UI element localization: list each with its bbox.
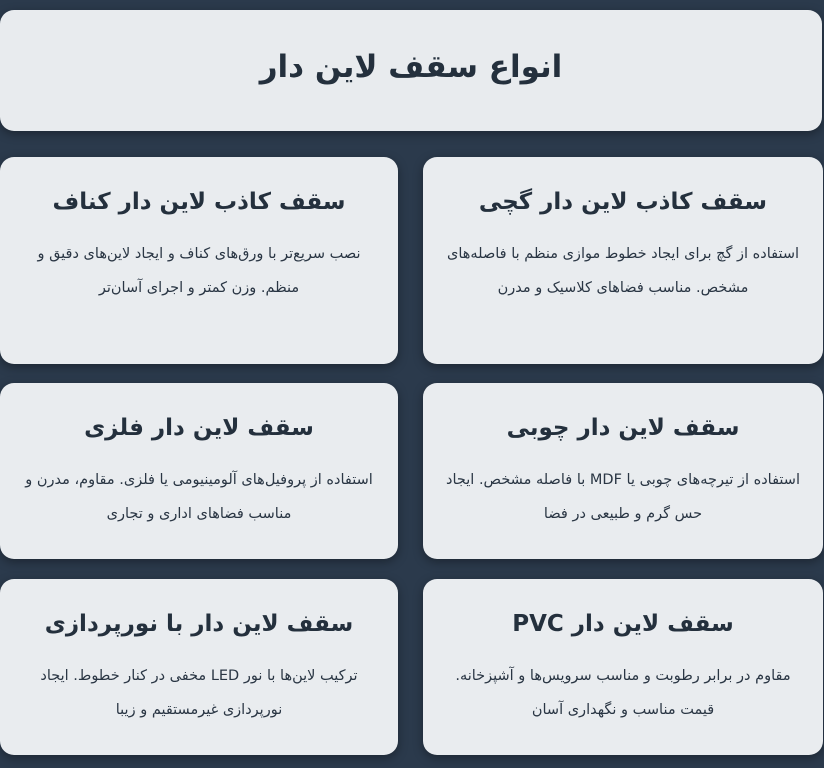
card-title: سقف لاین دار PVC (512, 611, 734, 637)
card-description: ترکیب لاین‌ها با نور LED مخفی در کنار خطوط. ایجاد نورپردازی غیرمستقیم و زیبا (40, 668, 358, 718)
card-title: سقف لاین دار چوبی (506, 415, 740, 441)
card-description: استفاده از گچ برای ایجاد خطوط موازی منظم با فاصله‌های مشخص. مناسب فضاهای کلاسیک و مدرن (446, 246, 800, 296)
card-knauf-ceiling (0, 157, 398, 364)
page-header (0, 10, 822, 131)
card-title: سقف لاین دار فلزی (84, 415, 314, 441)
card-metal-ceiling (0, 383, 398, 559)
card-title: سقف کاذب لاین دار کناف (52, 189, 346, 215)
card-lighting-ceiling (0, 579, 398, 755)
card-description: استفاده از تیرچه‌های چوبی یا MDF با فاصله مشخص. ایجاد حس گرم و طبیعی در فضا (446, 472, 800, 522)
card-description: نصب سریع‌تر با ورق‌های کناف و ایجاد لاین‌های دقیق و منظم. وزن کمتر و اجرای آسان‌تر (37, 246, 361, 296)
card-gypsum-ceiling (423, 157, 823, 364)
card-description: مقاوم در برابر رطوبت و مناسب سرویس‌ها و آشپزخانه. قیمت مناسب و نگهداری آسان (455, 668, 791, 718)
card-title: سقف کاذب لاین دار گچی (478, 189, 768, 215)
page-title: انواع سقف لاین دار (259, 48, 563, 85)
card-title: سقف لاین دار با نورپردازی (44, 611, 354, 637)
card-wooden-ceiling (423, 383, 823, 559)
card-description: استفاده از پروفیل‌های آلومینیومی یا فلزی. مقاوم، مدرن و مناسب فضاهای اداری و تجاری (25, 472, 373, 522)
card-pvc-ceiling (423, 579, 823, 755)
